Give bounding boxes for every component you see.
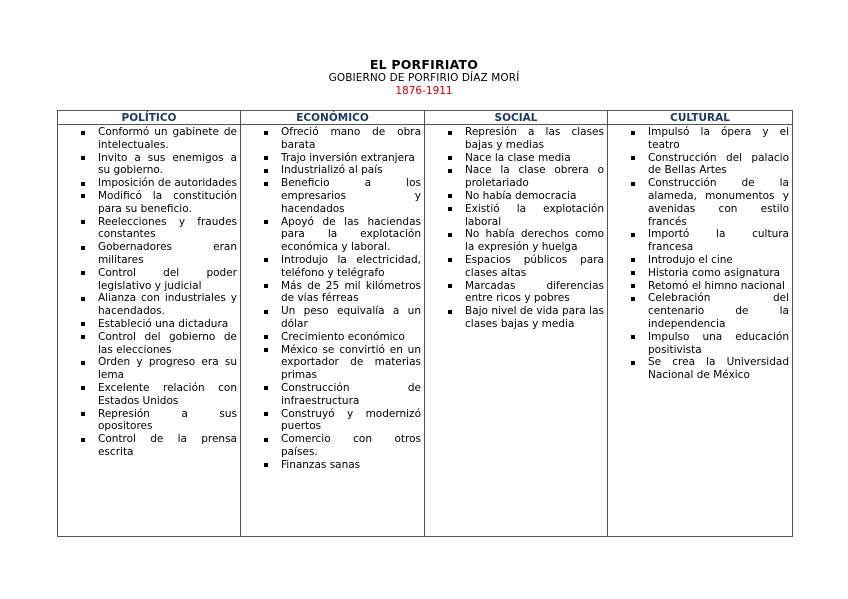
square-bullet-icon [631, 361, 635, 365]
list-item [611, 228, 789, 254]
list-item-text: Nace la clase media [465, 151, 571, 164]
list-item [244, 344, 421, 382]
column-economico [241, 125, 425, 537]
square-bullet-icon [264, 463, 268, 467]
header-politico: POLÍTICO [58, 111, 241, 125]
list-item [61, 292, 237, 318]
square-bullet-icon [631, 284, 635, 288]
square-bullet-icon [264, 258, 268, 262]
square-bullet-icon [81, 335, 85, 339]
square-bullet-icon [264, 169, 268, 173]
square-bullet-icon [264, 386, 268, 390]
list-item-text: Nace la clase obrera o proletariado [465, 164, 604, 190]
square-bullet-icon [264, 284, 268, 288]
square-bullet-icon [448, 194, 452, 198]
list-item [611, 292, 789, 330]
list-item [244, 216, 421, 254]
list-item [611, 126, 789, 152]
list-item-text: Control del poder legislativo y judicial [98, 266, 237, 292]
list-item-text: Finanzas sanas [281, 458, 361, 471]
square-bullet-icon [631, 258, 635, 262]
cultural-list [611, 126, 789, 382]
list-item-text: Celebración del centenario de la independencia [648, 292, 789, 330]
square-bullet-icon [264, 220, 268, 224]
list-item [61, 356, 237, 382]
document-title: EL PORFIRIATO [369, 57, 479, 72]
list-item-text: Modificó la constitución para su beneficio. [98, 189, 237, 215]
square-bullet-icon [81, 194, 85, 198]
column-social [425, 125, 608, 537]
list-item [61, 331, 237, 357]
list-item-text: Construcción de infraestructura [281, 381, 421, 407]
list-item-text: Crecimiento económico [281, 330, 405, 343]
list-item-text: Represión a sus opositores [98, 407, 237, 433]
list-item-text: Estableció una dictadura [98, 317, 229, 330]
list-item-text: Existió la explotación laboral [465, 202, 604, 228]
list-item [611, 254, 789, 267]
square-bullet-icon [81, 438, 85, 442]
list-item [611, 267, 789, 280]
square-bullet-icon [264, 438, 268, 442]
square-bullet-icon [631, 156, 635, 160]
list-item-text: Un peso equivalía a un dólar [281, 305, 421, 330]
list-item [428, 203, 604, 229]
list-item-text: Ofreció mano de obra barata [281, 126, 421, 151]
square-bullet-icon [448, 310, 452, 314]
square-bullet-icon [264, 182, 268, 186]
square-bullet-icon [264, 156, 268, 160]
list-item [244, 280, 421, 306]
square-bullet-icon [81, 246, 85, 250]
column-cultural [608, 125, 793, 537]
list-item-text: No había derechos como la expresión y huelga [465, 228, 604, 254]
square-bullet-icon [81, 386, 85, 390]
list-item [428, 164, 604, 190]
square-bullet-icon [264, 310, 268, 314]
list-item [428, 152, 604, 165]
list-item-text: Represión a las clases bajas y medias [465, 126, 604, 151]
list-item [244, 305, 421, 331]
square-bullet-icon [264, 412, 268, 416]
list-item [61, 126, 237, 152]
square-bullet-icon [264, 335, 268, 339]
list-item [244, 152, 421, 165]
table-header-row [58, 111, 793, 125]
list-item-text: Imposición de autoridades [98, 177, 237, 190]
square-bullet-icon [81, 220, 85, 224]
square-bullet-icon [448, 169, 452, 173]
list-item-text: Espacios públicos para clases altas [465, 253, 604, 279]
porfiriato-table [57, 110, 793, 537]
list-item [61, 433, 237, 459]
list-item [244, 382, 421, 408]
list-item-text: Excelente relación con Estados Unidos [98, 381, 237, 407]
list-item-text: Retomó el himno nacional [648, 279, 785, 292]
list-item [61, 152, 237, 178]
square-bullet-icon [448, 207, 452, 211]
list-item [61, 267, 237, 293]
square-bullet-icon [448, 156, 452, 160]
list-item-text: Construyó y modernizó puertos [281, 407, 421, 433]
list-item [428, 126, 604, 152]
list-item-text: Apoyó de las haciendas para la explotación económica y laboral. [281, 215, 421, 254]
list-item-text: Comercio con otros países. [281, 433, 421, 458]
list-item [244, 433, 421, 459]
list-item [611, 177, 789, 228]
list-item-text: Alianza con industriales y hacendados. [98, 292, 237, 318]
list-item-text: Trajo inversión extranjera [281, 151, 415, 164]
list-item [61, 216, 237, 242]
list-item-text: Gobernadores eran militares [98, 241, 237, 266]
list-item [244, 254, 421, 280]
list-item-text: Introdujo el cine [648, 253, 733, 266]
square-bullet-icon [81, 131, 85, 135]
header-economico: ECONÓMICO [241, 111, 425, 125]
list-item [244, 408, 421, 434]
list-item-text: Invito a sus enemigos a su gobierno. [98, 151, 237, 177]
list-item-text: Construcción del palacio de Bellas Artes [648, 151, 789, 177]
list-item [611, 152, 789, 178]
list-item-text: Impulso una educación positivista [648, 330, 789, 356]
list-item [61, 177, 237, 190]
square-bullet-icon [81, 412, 85, 416]
square-bullet-icon [264, 131, 268, 135]
list-item-text: Conformó un gabinete de intelectuales. [98, 126, 237, 151]
square-bullet-icon [631, 271, 635, 275]
square-bullet-icon [448, 131, 452, 135]
square-bullet-icon [631, 182, 635, 186]
square-bullet-icon [631, 335, 635, 339]
list-item [61, 408, 237, 434]
list-item-text: Bajo nivel de vida para las clases bajas y media [465, 305, 604, 330]
list-item-text: Marcadas diferencias entre ricos y pobres [465, 279, 604, 305]
list-item-text: Más de 25 mil kilómetros de vías férreas [281, 279, 421, 305]
politico-list [61, 126, 237, 459]
list-item [428, 305, 604, 331]
list-item-text: Control del gobierno de las elecciones [98, 330, 237, 356]
header-social: SOCIAL [425, 111, 608, 125]
list-item [611, 331, 789, 357]
list-item-text: Se crea la Universidad Nacional de México [648, 356, 789, 382]
square-bullet-icon [81, 271, 85, 275]
list-item-text: Control de la prensa escrita [98, 433, 237, 458]
economico-list [244, 126, 421, 472]
list-item [244, 177, 421, 215]
list-item-text: Reelecciones y fraudes constantes [98, 215, 237, 241]
list-item [61, 318, 237, 331]
column-politico [58, 125, 241, 537]
list-item-text: Beneficio a los empresarios y hacendados [281, 177, 421, 215]
list-item [244, 164, 421, 177]
list-item-text: Industrializó al país [281, 164, 383, 177]
square-bullet-icon [264, 348, 268, 352]
document-years: 1876-1911 [395, 85, 453, 97]
list-item-text: Introdujo la electricidad, teléfono y telégrafo [281, 253, 421, 279]
document-header [0, 57, 848, 98]
list-item [611, 280, 789, 293]
list-item-text: Construcción de la alameda, monumentos y avenidas con estilo francés [648, 177, 789, 228]
list-item [244, 459, 421, 472]
list-item [244, 331, 421, 344]
square-bullet-icon [81, 361, 85, 365]
table-body-row [58, 125, 793, 537]
list-item [428, 190, 604, 203]
document-subtitle: GOBIERNO DE PORFIRIO DÍAZ MORÍ [328, 72, 520, 84]
header-cultural: CULTURAL [608, 111, 793, 125]
list-item [61, 241, 237, 267]
list-item-text: Importó la cultura francesa [648, 228, 789, 254]
square-bullet-icon [81, 322, 85, 326]
list-item [428, 228, 604, 254]
square-bullet-icon [81, 156, 85, 160]
square-bullet-icon [631, 131, 635, 135]
square-bullet-icon [81, 297, 85, 301]
list-item-text: Orden y progreso era su lema [98, 356, 237, 382]
list-item [61, 190, 237, 216]
list-item-text: Historia como asignatura [648, 266, 781, 279]
list-item-text: Impulsó la ópera y el teatro [648, 126, 789, 151]
square-bullet-icon [631, 297, 635, 301]
square-bullet-icon [448, 258, 452, 262]
square-bullet-icon [448, 233, 452, 237]
social-list [428, 126, 604, 331]
list-item [244, 126, 421, 152]
list-item [611, 356, 789, 382]
square-bullet-icon [631, 233, 635, 237]
list-item [428, 280, 604, 306]
list-item-text: México se convirtió en un exportador de materias primas [281, 343, 421, 382]
list-item [428, 254, 604, 280]
square-bullet-icon [448, 284, 452, 288]
list-item [61, 382, 237, 408]
list-item-text: No había democracia [465, 189, 577, 202]
square-bullet-icon [81, 182, 85, 186]
